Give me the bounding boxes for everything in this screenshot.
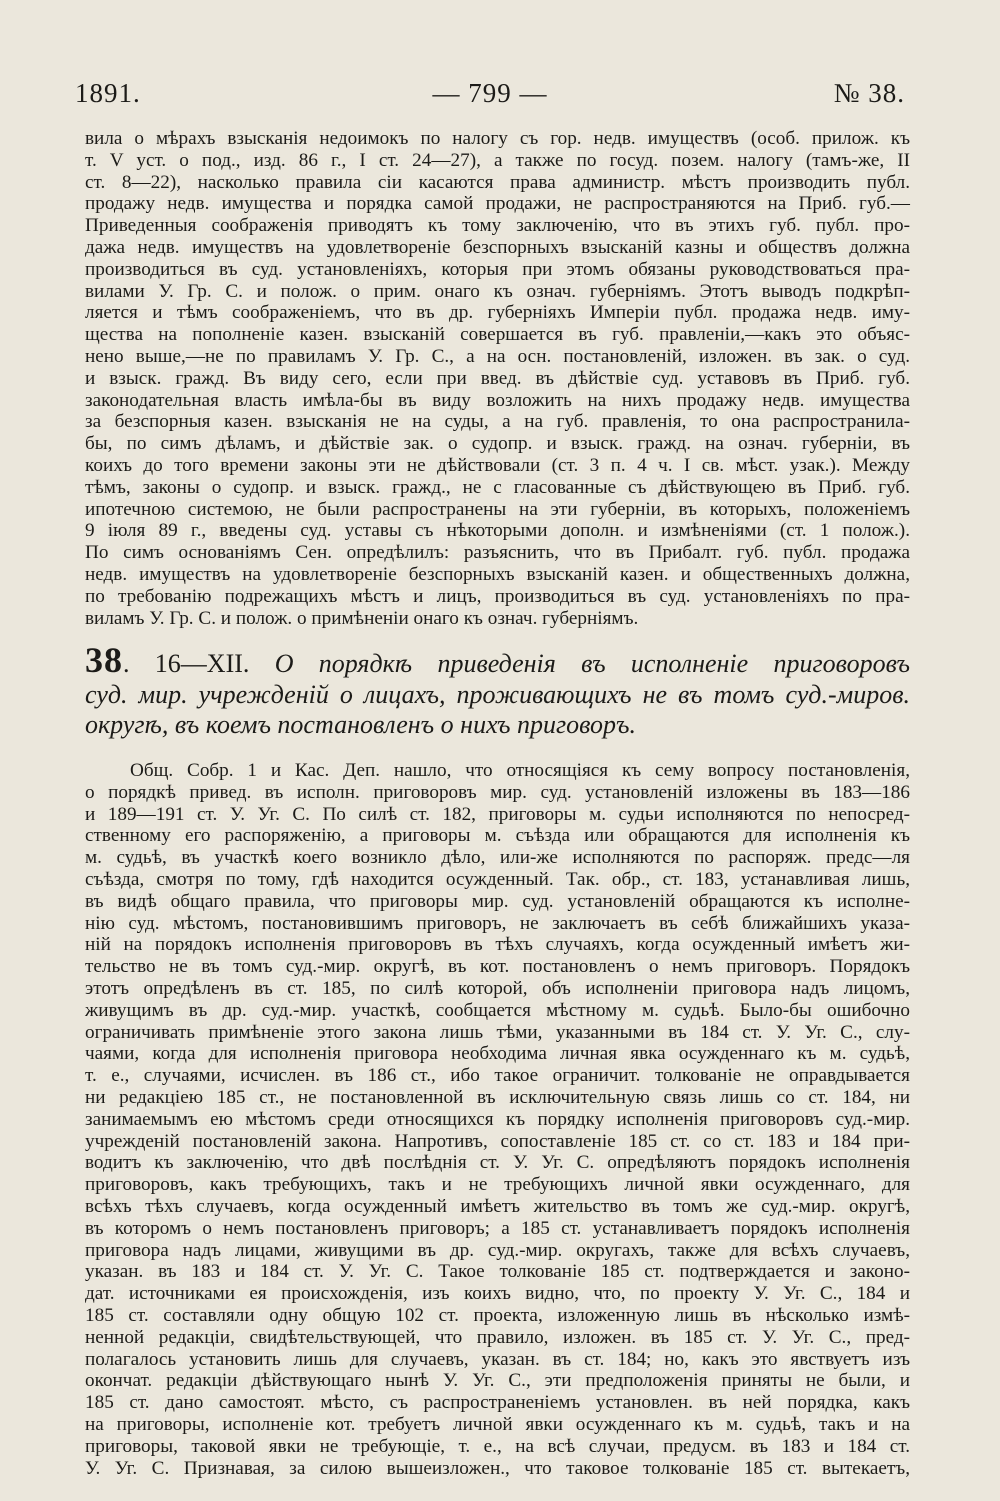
text-line: живущимъ въ др. суд.-мир. участкѣ, сообщается мѣстному м. судьѣ. Было-бы ошибочно bbox=[85, 999, 910, 1021]
text-line: приговора надъ лицами, живущими въ др. суд.-мир. округахъ, также для всѣхъ случаевъ, bbox=[85, 1239, 910, 1261]
text-line: вилами У. Гр. С. и полож. о прим. онаго къ означ. губерніямъ. Этотъ выводъ подкрѣп- bbox=[85, 280, 910, 302]
text-line: вила о мѣрахъ взысканія недоимокъ по налогу съ гор. недв. имуществъ (особ. прилож. къ bbox=[85, 128, 910, 149]
text-line: ляется и тѣмъ соображеніемъ, что въ др. губерніяхъ Имперіи публ. продажа недв. иму- bbox=[85, 302, 910, 324]
text-line: Общ. Собр. 1 и Кас. Деп. нашло, что относящіяся къ сему вопросу постановленія, bbox=[130, 760, 910, 781]
text-line: щества на пополненіе казен. взысканій совершается въ губ. правленіи,—какъ это объяс- bbox=[85, 324, 910, 346]
text-line: ненной редакціи, свидѣтельствующей, что правило, изложен. въ 185 ст. У. Уг. С., пред- bbox=[85, 1326, 910, 1348]
text-line: водитъ къ заключенію, что двѣ послѣднія ст. У. Уг. С. опредѣляютъ порядокъ исполненія bbox=[85, 1152, 910, 1174]
text-line: ній на порядокъ исполненія приговоровъ въ тѣхъ случаяхъ, когда осужденный имѣетъ жи- bbox=[85, 934, 910, 956]
text-line: окончат. редакціи дѣйствующаго нынѣ У. Уг. С., эти предположенія приняты не были, и bbox=[85, 1370, 910, 1392]
text-line: приговоры, таковой явки не требующіе, т. е., на всѣ случаи, предусм. въ 183 и 184 ст. bbox=[85, 1435, 910, 1457]
section-continuation-text bbox=[85, 128, 910, 629]
text-line: по требованію подрежащихъ мѣстъ и лицъ, производиться въ суд. установленіяхъ по пра- bbox=[85, 585, 910, 607]
section-title-line: суд. мир. учрежденій о лицахъ, проживающихъ не въ томъ суд.-миров. bbox=[85, 679, 910, 709]
text-line: о порядкѣ привед. въ исполн. приговоровъ мир. суд. установленій изложены въ 183—186 bbox=[85, 781, 910, 803]
text-line: продажу недв. имущества и порядка самой продажи, не распространяются на Приб. губ.— bbox=[85, 193, 910, 215]
text-line: занимаемымъ ею мѣстомъ среди относящихся къ порядку исполненія приговоровъ суд.-мир. bbox=[85, 1108, 910, 1130]
text-line: ограничивать примѣненіе этого закона лишь тѣми, указанными въ 184 ст. У. Уг. С., слу- bbox=[85, 1021, 910, 1043]
text-line: т. е., случаями, исчислен. въ 186 ст., ибо такое ограничит. толкованіе не оправдывается bbox=[85, 1065, 910, 1087]
section-title-line bbox=[85, 640, 911, 680]
text-line: По симъ основаніямъ Сен. опредѣлилъ: разъяснить, что въ Прибалт. губ. публ. продажа bbox=[85, 542, 910, 564]
text-line: въ которомъ о немъ постановленъ приговоръ; а 185 ст. устанавливаетъ порядокъ исполненія bbox=[85, 1217, 910, 1239]
text-line: ственному его распоряженію, а приговоры м. съѣзда или обращаются для исполненія къ bbox=[85, 825, 910, 847]
text-line: и 189—191 ст. У. Уг. С. По силѣ ст. 182, приговоры м. судьи исполняются по непосред- bbox=[85, 803, 910, 825]
text-line: 185 ст. составляли одну общую 102 ст. проекта, изложенную лишь въ нѣсколько измѣ- bbox=[85, 1304, 910, 1326]
text-line: въ видѣ общаго правила, что приговоры мир. суд. установленій обращаются къ исполне- bbox=[85, 890, 910, 912]
header-issue-number: № 38. bbox=[833, 78, 905, 108]
text-line: м. судьѣ, въ участкѣ коего возникло дѣло, или-же исполняются по распоряж. предс—ля bbox=[85, 847, 910, 869]
text-line: на приговоры, исполненіе кот. требуетъ личной явки осужденнаго къ м. судьѣ, такъ и на bbox=[85, 1413, 910, 1435]
text-line: коихъ до того времени законы эти не дѣйствовали (ст. 3 п. 4 ч. I св. мѣст. узак.). Между bbox=[85, 454, 910, 476]
section-title-block bbox=[85, 640, 911, 741]
text-line: У. Уг. С. Признавая, за силою вышеизложен., что таковое толкованіе 185 ст. вытекаетъ, bbox=[85, 1457, 910, 1479]
section-date: . 16—XII. bbox=[123, 649, 250, 678]
header-year: 1891. bbox=[75, 78, 141, 108]
text-line: производиться въ суд. установленіяхъ, которыя при этомъ обязаны руководствоваться пра- bbox=[85, 258, 910, 280]
text-line: т. V уст. о под., изд. 86 г., I ст. 24—27), а также по госуд. позем. налогу (тамъ-же, II bbox=[85, 149, 910, 171]
text-line: бы, по симъ дѣламъ, и дѣйствіе зак. о судопр. и взыск. гражд. на означ. губерніи, въ bbox=[85, 433, 910, 455]
header-page-number: — 799 — bbox=[432, 78, 548, 108]
section-number: 38 bbox=[85, 640, 123, 680]
text-line: тельство не въ томъ суд.-мир. округѣ, въ кот. постановленъ о немъ приговоръ. Порядокъ bbox=[85, 956, 910, 978]
text-line: этотъ опредѣленъ въ ст. 185, по силѣ которой, объ исполненіи приговора надъ лицомъ, bbox=[85, 977, 910, 999]
text-line: виламъ У. Гр. С. и полож. о примѣненіи онаго къ означ. губерніямъ. bbox=[85, 607, 639, 629]
page-header bbox=[75, 78, 905, 118]
text-line: указан. въ 183 и 184 ст. У. Уг. С. Такое толкованіе 185 ст. подтверждается и законо- bbox=[85, 1261, 910, 1283]
text-line: полагалось установить лишь для случаевъ, указан. въ ст. 184; но, какъ это явствуетъ изъ bbox=[85, 1348, 910, 1370]
text-line: и взыск. гражд. Въ виду сего, если при введ. въ дѣйствіе суд. уставовъ въ Приб. губ. bbox=[85, 367, 910, 389]
text-line: недв. имуществъ на удовлетвореніе безспорныхъ взысканій казен. и общественныхъ должна, bbox=[85, 563, 910, 585]
text-line: учрежденій постановленій закона. Напротивъ, сопоставленіе 185 ст. со ст. 183 и 184 при- bbox=[85, 1130, 910, 1152]
text-line: за безспорныя казен. взысканія не на суды, а на губ. правленія, то она распространила- bbox=[85, 411, 910, 433]
text-line: дажа недв. имуществъ на удовлетвореніе безспорныхъ взысканій казны и обществъ должна bbox=[85, 236, 910, 258]
text-line: дат. источниками ея происхожденія, изъ коихъ видно, что, по проекту У. Уг. С., 184 и bbox=[85, 1283, 910, 1305]
text-line: нію суд. мѣстомъ, постановившимъ приговоръ, не заключаетъ въ себѣ ближайшихъ указа- bbox=[85, 912, 910, 934]
section-title-text: О порядкѣ приведенія въ исполненіе приговоровъ bbox=[274, 649, 911, 678]
text-line: тѣмъ, законы о судопр. и взыск. гражд., не с гласованные съ дѣйствующею въ Приб. губ. bbox=[85, 476, 910, 498]
section-title-line: округѣ, въ коемъ постановленъ о нихъ приговоръ. bbox=[85, 710, 637, 739]
text-line: чаями, когда для исполненія приговора необходима личная явка осужденнаго къ м. судьѣ, bbox=[85, 1043, 910, 1065]
text-line: ни редакціею 185 ст., не постановленной въ исключительную связь лишь со ст. 184, ни bbox=[85, 1086, 910, 1108]
text-line: ипотечною системою, не были распространены на эти губерніи, въ которыхъ, положеніемъ bbox=[85, 498, 910, 520]
text-line: нено выше,—не по правиламъ У. Гр. С., а на осн. постановленій, изложен. въ зак. о суд. bbox=[85, 345, 910, 367]
text-line: приговоровъ, какъ требующихъ, такъ и не требующихъ личной явки осужденнаго, для bbox=[85, 1174, 910, 1196]
text-line: 9 іюля 89 г., введены суд. уставы съ нѣкоторыми дополн. и измѣненіями (ст. 1 полож.). bbox=[85, 520, 910, 542]
text-line: съѣзда, смотря по тому, гдѣ находится осужденный. Так. обр., ст. 183, устанавливая лишь, bbox=[85, 868, 910, 890]
text-line: Приведенныя соображенія приводятъ къ тому заключенію, что въ этихъ губ. публ. про- bbox=[85, 215, 910, 237]
text-line: ст. 8—22), насколько правила сіи касаются права администр. мѣстъ производить публ. bbox=[85, 171, 910, 193]
text-line: 185 ст. дано самостоят. мѣсто, съ распространеніемъ установлен. въ ней порядка, какъ bbox=[85, 1392, 910, 1414]
text-line: законодательная власть имѣла-бы въ виду возложить на нихъ продажу недв. имущества bbox=[85, 389, 910, 411]
text-line: всѣхъ тѣхъ случаевъ, когда осужденный имѣетъ жительство въ томъ же суд.-мир. округѣ, bbox=[85, 1195, 910, 1217]
section-body-text bbox=[85, 760, 910, 1479]
